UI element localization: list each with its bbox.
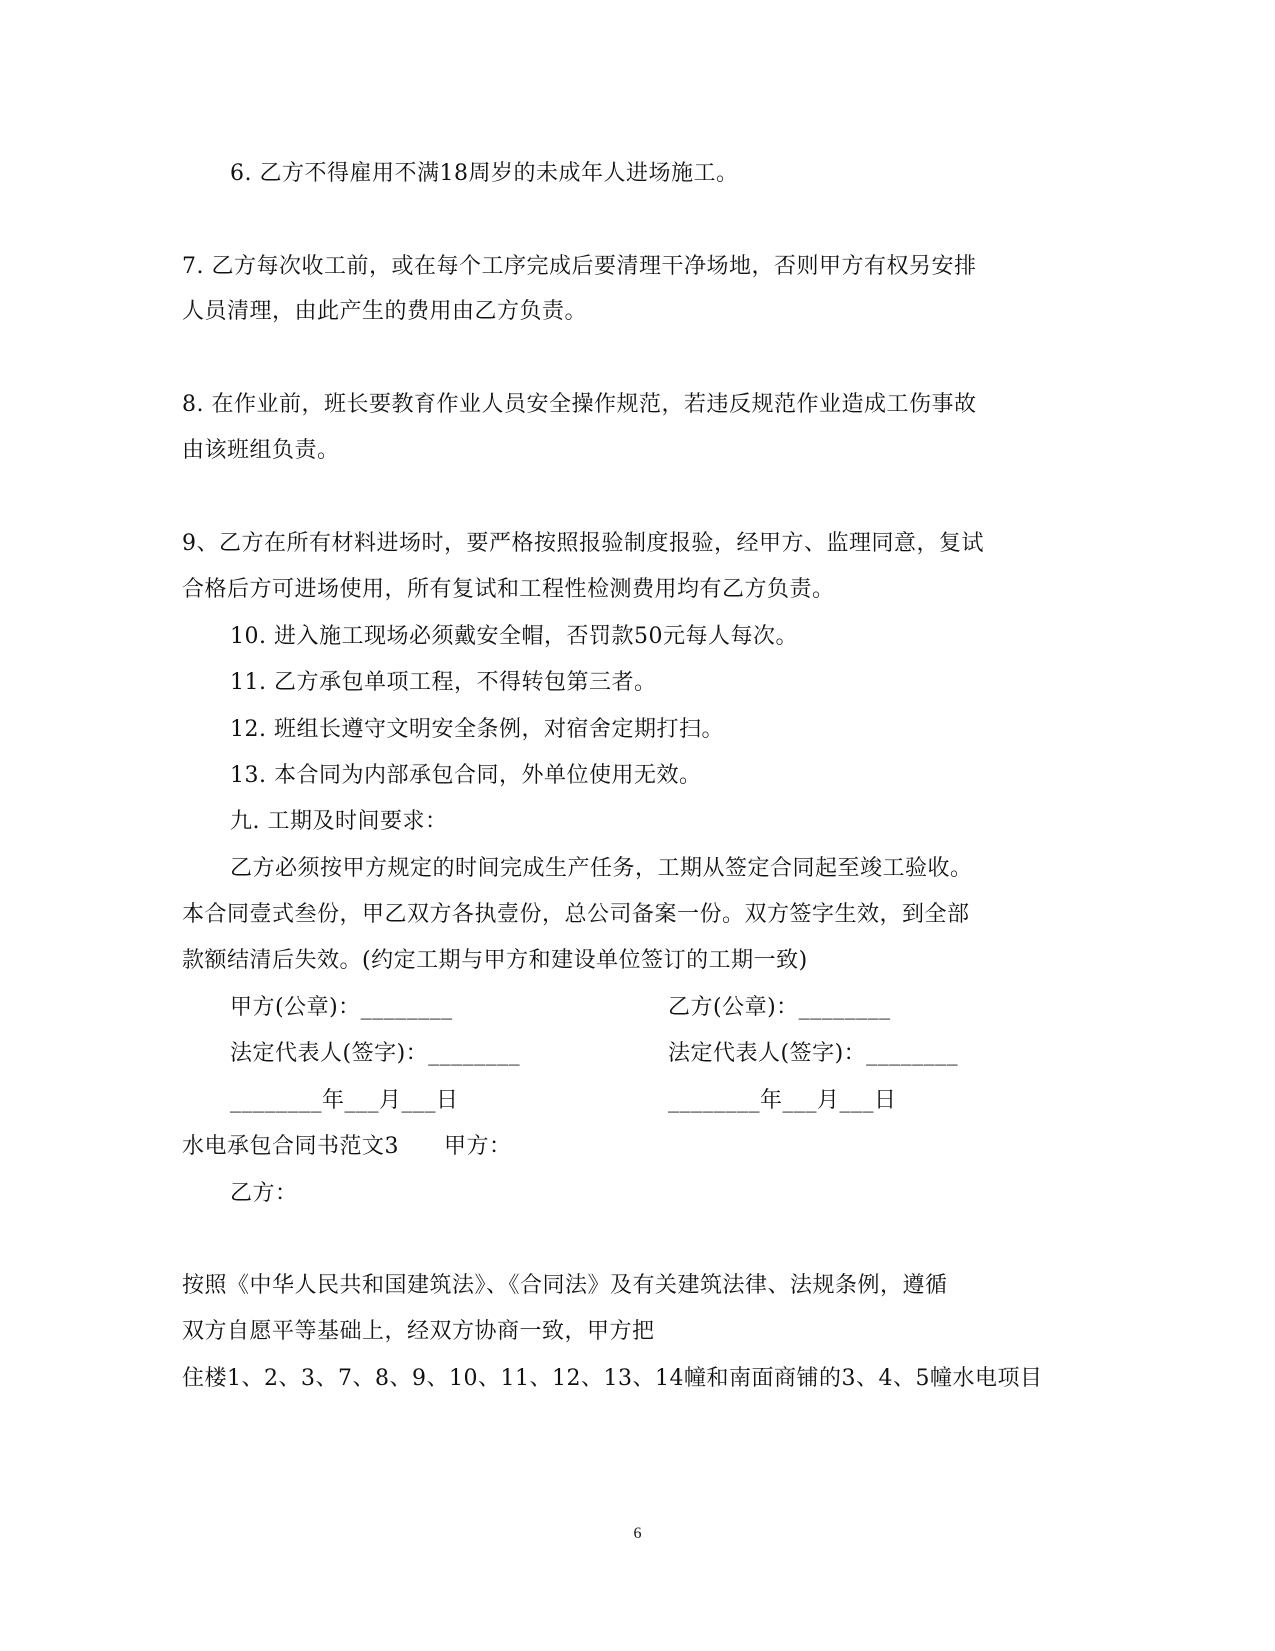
clause-10: 10. 进入施工现场必须戴安全帽，否罚款50元每人每次。 (230, 624, 798, 649)
page-number: 6 (633, 1525, 642, 1542)
party-b-seal: 乙方(公章)：________ (668, 995, 891, 1020)
party-a-seal: 甲方(公章)：________ (230, 995, 453, 1020)
next-contract-party-b: 乙方： (230, 1181, 298, 1206)
party-a-legal-rep: 法定代表人(签字)：________ (230, 1041, 521, 1066)
clause-8-line-2: 由该班组负责。 (182, 438, 340, 463)
clause-9-line-2: 合格后方可进场使用，所有复试和工程性检测费用均有乙方负责。 (182, 577, 835, 602)
party-a-date: ________年___月___日 (230, 1088, 459, 1113)
section-9-para-line-3: 款额结清后失效。(约定工期与甲方和建设单位签订的工期一致) (182, 948, 808, 973)
clause-7-line-2: 人员清理，由此产生的费用由乙方负责。 (182, 299, 588, 324)
clause-7-line-1: 7. 乙方每次收工前，或在每个工序完成后要清理干净场地，否则甲方有权另安排 (182, 254, 977, 279)
next-contract-intro-line-1: 按照《中华人民共和国建筑法》、《合同法》及有关建筑法律、法规条例，遵循 (182, 1273, 948, 1298)
clause-6: 6. 乙方不得雇用不满18周岁的未成年人进场施工。 (230, 161, 739, 186)
next-contract-intro-line-2: 双方自愿平等基础上，经双方协商一致，甲方把 (182, 1319, 655, 1344)
clause-12: 12. 班组长遵守文明安全条例，对宿舍定期打扫。 (230, 717, 724, 742)
clause-8-line-1: 8. 在作业前，班长要教育作业人员安全操作规范，若违反规范作业造成工伤事故 (182, 392, 977, 417)
party-b-date: ________年___月___日 (668, 1088, 897, 1113)
party-b-legal-rep: 法定代表人(签字)：________ (668, 1041, 959, 1066)
section-9-para-line-1: 乙方必须按甲方规定的时间完成生产任务，工期从签定合同起至竣工验收。 (230, 856, 973, 881)
clause-13: 13. 本合同为内部承包合同，外单位使用无效。 (230, 763, 702, 788)
clause-11: 11. 乙方承包单项工程，不得转包第三者。 (230, 670, 657, 695)
section-9-heading: 九. 工期及时间要求： (230, 809, 448, 834)
next-contract-title: 水电承包合同书范文3 甲方： (182, 1134, 512, 1159)
section-9-para-line-2: 本合同壹式叁份，甲乙双方各执壹份，总公司备案一份。双方签字生效，到全部 (182, 902, 970, 927)
clause-9-line-1: 9、乙方在所有材料进场时，要严格按照报验制度报验，经甲方、监理同意，复试 (182, 531, 984, 556)
next-contract-intro-line-3: 住楼1、2、3、7、8、9、10、11、12、13、14幢和南面商铺的3、4、5幢水电项目 (182, 1366, 1043, 1391)
